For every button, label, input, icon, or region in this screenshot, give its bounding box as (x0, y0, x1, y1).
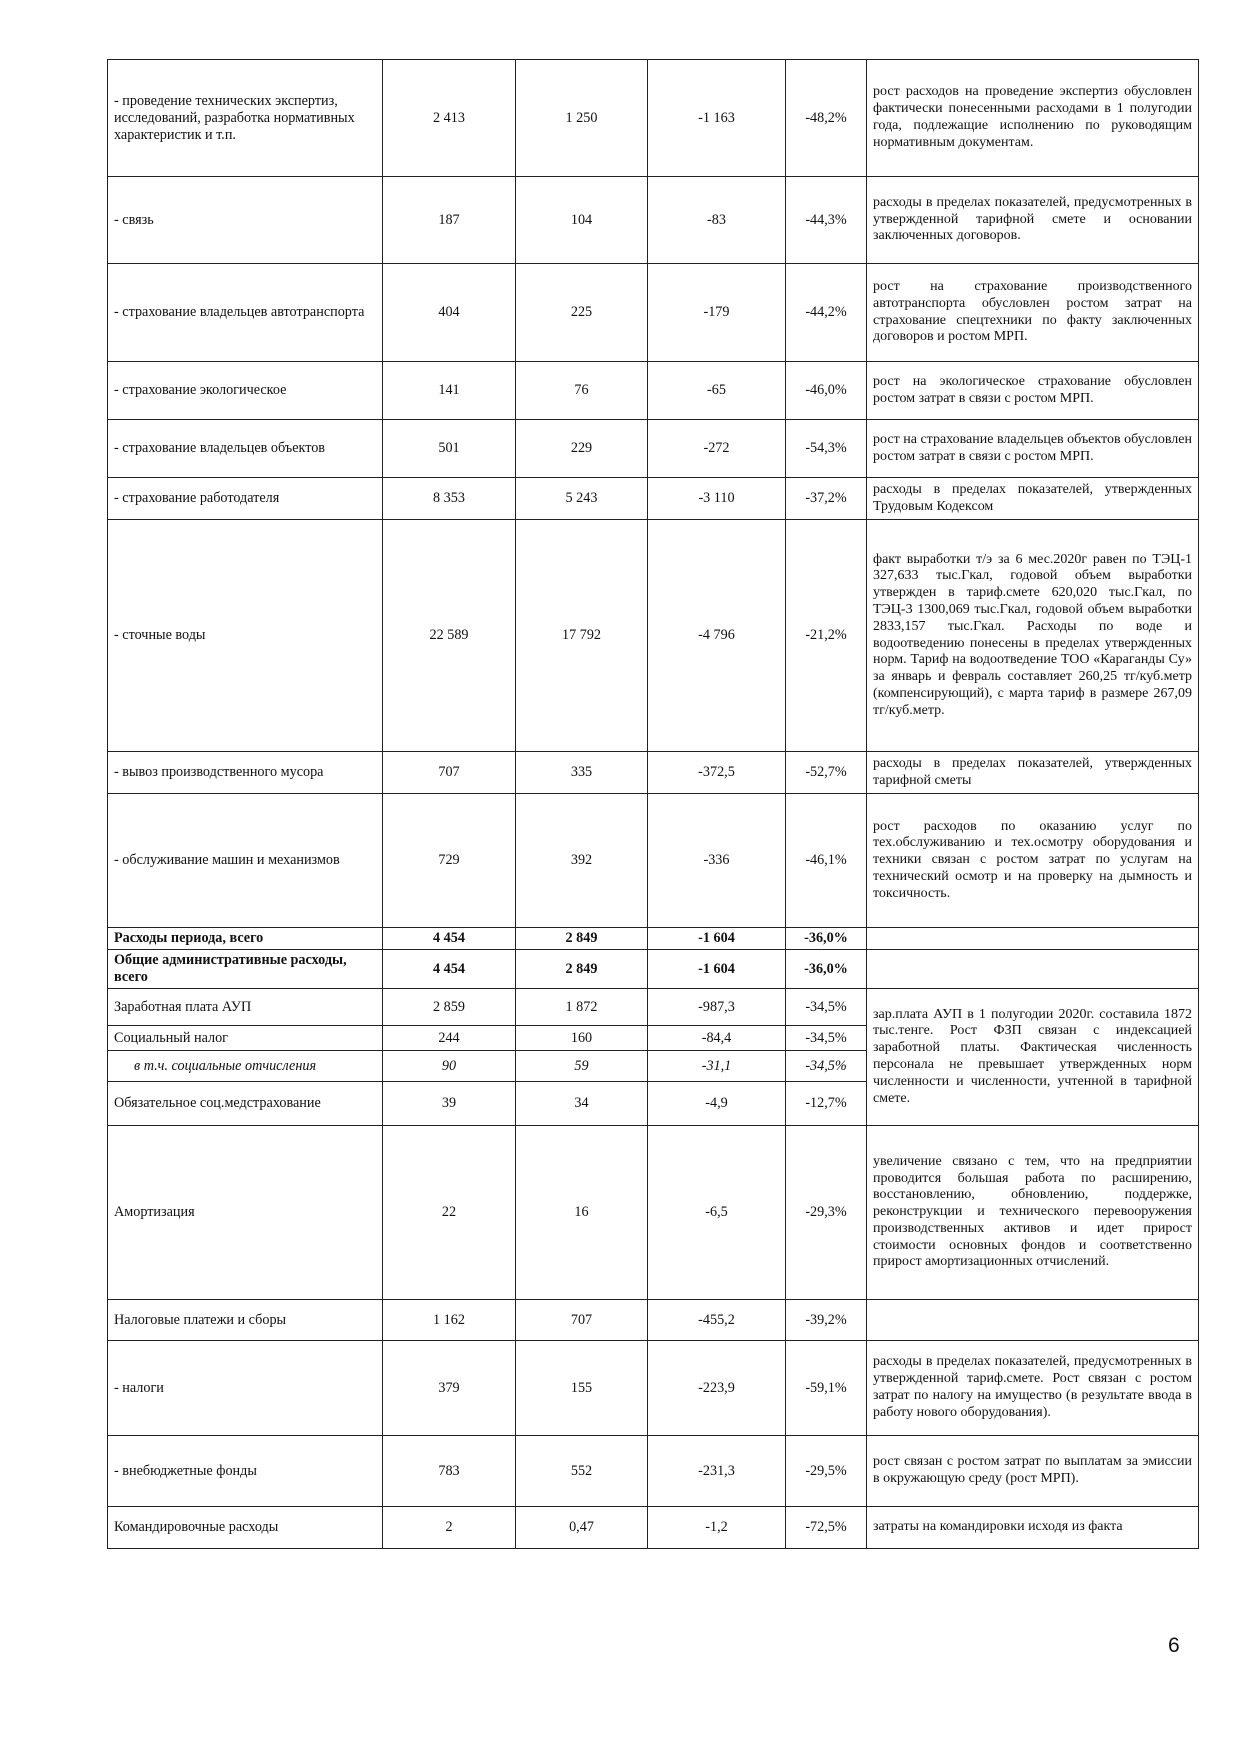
plan-value-cell: 783 (383, 1436, 516, 1507)
table-row (108, 420, 1199, 478)
deviation-percent-cell: -34,5% (786, 989, 867, 1026)
comment-cell (867, 928, 1199, 950)
deviation-percent-cell: -48,2% (786, 60, 867, 177)
table-row (108, 60, 1199, 177)
fact-value-cell: 17 792 (516, 520, 648, 752)
plan-value-cell: 22 (383, 1126, 516, 1300)
fact-value-cell: 2 849 (516, 928, 648, 950)
table-row (108, 752, 1199, 794)
deviation-cell: -6,5 (648, 1126, 786, 1300)
comment-cell: рост расходов на проведение экспертиз обусловлен фактически понесенными расходами в 1 полугодии года, подлежащие исполнению по руководящим нормативным документам. (867, 60, 1199, 177)
row-name-cell: Обязательное соц.медстрахование (108, 1082, 383, 1126)
fact-value-cell: 160 (516, 1026, 648, 1051)
row-name-cell: в т.ч. социальные отчисления (108, 1051, 383, 1082)
plan-value-cell: 707 (383, 752, 516, 794)
fact-value-cell: 1 872 (516, 989, 648, 1026)
fact-value-cell: 34 (516, 1082, 648, 1126)
table-row (108, 177, 1199, 264)
table-row (108, 794, 1199, 928)
comment-cell (867, 950, 1199, 989)
expense-table-body (108, 60, 1199, 1549)
table-row (108, 1300, 1199, 1341)
comment-cell: увеличение связано с тем, что на предприятии проводится большая работа по расширению, восстановлению, обновлению, поддержке, реконструкции и технического перевооружения производственных активов и идет прирост стоимости основных фондов и соответственно прирост амортизационных отчислений. (867, 1126, 1199, 1300)
deviation-percent-cell: -52,7% (786, 752, 867, 794)
plan-value-cell: 729 (383, 794, 516, 928)
deviation-cell: -336 (648, 794, 786, 928)
deviation-percent-cell: -46,1% (786, 794, 867, 928)
row-name-cell: Командировочные расходы (108, 1507, 383, 1549)
fact-value-cell: 16 (516, 1126, 648, 1300)
deviation-percent-cell: -39,2% (786, 1300, 867, 1341)
row-name-cell: - страхование экологическое (108, 362, 383, 420)
row-name-cell: - внебюджетные фонды (108, 1436, 383, 1507)
plan-value-cell: 379 (383, 1341, 516, 1436)
table-row (108, 928, 1199, 950)
row-name-cell: Заработная плата АУП (108, 989, 383, 1026)
fact-value-cell: 59 (516, 1051, 648, 1082)
deviation-cell: -1 604 (648, 928, 786, 950)
table-row (108, 362, 1199, 420)
table-row (108, 520, 1199, 752)
plan-value-cell: 1 162 (383, 1300, 516, 1341)
comment-cell: расходы в пределах показателей, предусмотренных в утвержденной тариф.смете. Рост связан с ростом затрат по налогу на имущество (в результате ввода в работу нового оборудования). (867, 1341, 1199, 1436)
row-name-cell: - страхование владельцев автотранспорта (108, 264, 383, 362)
deviation-cell: -65 (648, 362, 786, 420)
comment-cell: рост на страхование производственного автотранспорта обусловлен ростом затрат на страхование спецтехники по факту заключенных договоров и ростом МРП. (867, 264, 1199, 362)
row-name-cell: - сточные воды (108, 520, 383, 752)
deviation-cell: -987,3 (648, 989, 786, 1026)
fact-value-cell: 0,47 (516, 1507, 648, 1549)
plan-value-cell: 2 (383, 1507, 516, 1549)
deviation-percent-cell: -59,1% (786, 1341, 867, 1436)
row-name-cell: Налоговые платежи и сборы (108, 1300, 383, 1341)
fact-value-cell: 155 (516, 1341, 648, 1436)
row-name-cell: - проведение технических экспертиз, исследований, разработка нормативных характеристик и т.п. (108, 60, 383, 177)
fact-value-cell: 104 (516, 177, 648, 264)
plan-value-cell: 404 (383, 264, 516, 362)
deviation-cell: -231,3 (648, 1436, 786, 1507)
deviation-percent-cell: -72,5% (786, 1507, 867, 1549)
plan-value-cell: 90 (383, 1051, 516, 1082)
plan-value-cell: 4 454 (383, 950, 516, 989)
comment-cell: рост расходов по оказанию услуг по тех.обслуживанию и тех.осмотру оборудования и техники связан с ростом затрат по услугам на технический осмотр и на проверку на дымность и токсичность. (867, 794, 1199, 928)
deviation-cell: -3 110 (648, 478, 786, 520)
deviation-percent-cell: -54,3% (786, 420, 867, 478)
fact-value-cell: 229 (516, 420, 648, 478)
deviation-percent-cell: -34,5% (786, 1051, 867, 1082)
plan-value-cell: 2 413 (383, 60, 516, 177)
comment-cell: факт выработки т/э за 6 мес.2020г равен по ТЭЦ-1 327,633 тыс.Гкал, годовой объем выработки утвержден в тариф.смете 620,020 тыс.Гкал, по ТЭЦ-3 1300,069 тыс.Гкал, годовой объем выработки 2833,157 тыс.Гкал. Расходы по воде и водоотведению понесены в пределах утвержденных норм. Тариф на водоотведение ТОО «Караганды Су» за январь и февраль составляет 260,25 тг/куб.метр (компенсирующий), с марта тариф в размере 267,09 тг/куб.метр. (867, 520, 1199, 752)
row-name-cell: - обслуживание машин и механизмов (108, 794, 383, 928)
table-row (108, 989, 1199, 1026)
deviation-cell: -1,2 (648, 1507, 786, 1549)
deviation-cell: -179 (648, 264, 786, 362)
table-row (108, 478, 1199, 520)
plan-value-cell: 187 (383, 177, 516, 264)
table-row (108, 1436, 1199, 1507)
table-row (108, 950, 1199, 989)
comment-cell: рост связан с ростом затрат по выплатам за эмиссии в окружающую среду (рост МРП). (867, 1436, 1199, 1507)
deviation-percent-cell: -44,2% (786, 264, 867, 362)
comment-cell: расходы в пределах показателей, утвержденных тарифной сметы (867, 752, 1199, 794)
table-row (108, 1126, 1199, 1300)
deviation-percent-cell: -29,3% (786, 1126, 867, 1300)
row-name-cell: - страхование работодателя (108, 478, 383, 520)
table-row (108, 1341, 1199, 1436)
deviation-percent-cell: -37,2% (786, 478, 867, 520)
fact-value-cell: 707 (516, 1300, 648, 1341)
plan-value-cell: 2 859 (383, 989, 516, 1026)
deviation-cell: -31,1 (648, 1051, 786, 1082)
comment-cell: зар.плата АУП в 1 полугодии 2020г. составила 1872 тыс.тенге. Рост ФЗП связан с индексацией заработной платы. Фактическая численность персонала не превышает утвержденных норм численности и численности, учтенной в тарифной смете. (867, 989, 1199, 1126)
comment-cell (867, 1300, 1199, 1341)
deviation-percent-cell: -36,0% (786, 928, 867, 950)
table-row (108, 264, 1199, 362)
plan-value-cell: 141 (383, 362, 516, 420)
comment-cell: рост на экологическое страхование обусловлен ростом затрат в связи с ростом МРП. (867, 362, 1199, 420)
row-name-cell: - налоги (108, 1341, 383, 1436)
deviation-cell: -372,5 (648, 752, 786, 794)
comment-cell: затраты на командировки исходя из факта (867, 1507, 1199, 1549)
comment-cell: расходы в пределах показателей, утвержденных Трудовым Кодексом (867, 478, 1199, 520)
plan-value-cell: 501 (383, 420, 516, 478)
plan-value-cell: 39 (383, 1082, 516, 1126)
fact-value-cell: 76 (516, 362, 648, 420)
deviation-cell: -4 796 (648, 520, 786, 752)
deviation-percent-cell: -34,5% (786, 1026, 867, 1051)
row-name-cell: Социальный налог (108, 1026, 383, 1051)
fact-value-cell: 2 849 (516, 950, 648, 989)
deviation-cell: -4,9 (648, 1082, 786, 1126)
row-name-cell: - вывоз производственного мусора (108, 752, 383, 794)
expense-table (107, 59, 1199, 1549)
deviation-cell: -1 163 (648, 60, 786, 177)
deviation-percent-cell: -44,3% (786, 177, 867, 264)
row-name-cell: - страхование владельцев объектов (108, 420, 383, 478)
deviation-cell: -83 (648, 177, 786, 264)
plan-value-cell: 22 589 (383, 520, 516, 752)
plan-value-cell: 8 353 (383, 478, 516, 520)
deviation-percent-cell: -36,0% (786, 950, 867, 989)
fact-value-cell: 552 (516, 1436, 648, 1507)
fact-value-cell: 225 (516, 264, 648, 362)
fact-value-cell: 5 243 (516, 478, 648, 520)
table-row (108, 1507, 1199, 1549)
row-name-cell: Амортизация (108, 1126, 383, 1300)
comment-cell: расходы в пределах показателей, предусмотренных в утвержденной тарифной смете и основании заключенных договоров. (867, 177, 1199, 264)
deviation-cell: -455,2 (648, 1300, 786, 1341)
deviation-cell: -223,9 (648, 1341, 786, 1436)
row-name-cell: - связь (108, 177, 383, 264)
deviation-percent-cell: -12,7% (786, 1082, 867, 1126)
page-number: 6 (1168, 1634, 1180, 1657)
row-name-cell: Общие административные расходы, всего (108, 950, 383, 989)
plan-value-cell: 244 (383, 1026, 516, 1051)
plan-value-cell: 4 454 (383, 928, 516, 950)
comment-cell: рост на страхование владельцев объектов обусловлен ростом затрат в связи с ростом МРП. (867, 420, 1199, 478)
fact-value-cell: 335 (516, 752, 648, 794)
deviation-percent-cell: -29,5% (786, 1436, 867, 1507)
row-name-cell: Расходы периода, всего (108, 928, 383, 950)
deviation-cell: -1 604 (648, 950, 786, 989)
fact-value-cell: 392 (516, 794, 648, 928)
deviation-percent-cell: -46,0% (786, 362, 867, 420)
deviation-cell: -272 (648, 420, 786, 478)
fact-value-cell: 1 250 (516, 60, 648, 177)
deviation-percent-cell: -21,2% (786, 520, 867, 752)
deviation-cell: -84,4 (648, 1026, 786, 1051)
